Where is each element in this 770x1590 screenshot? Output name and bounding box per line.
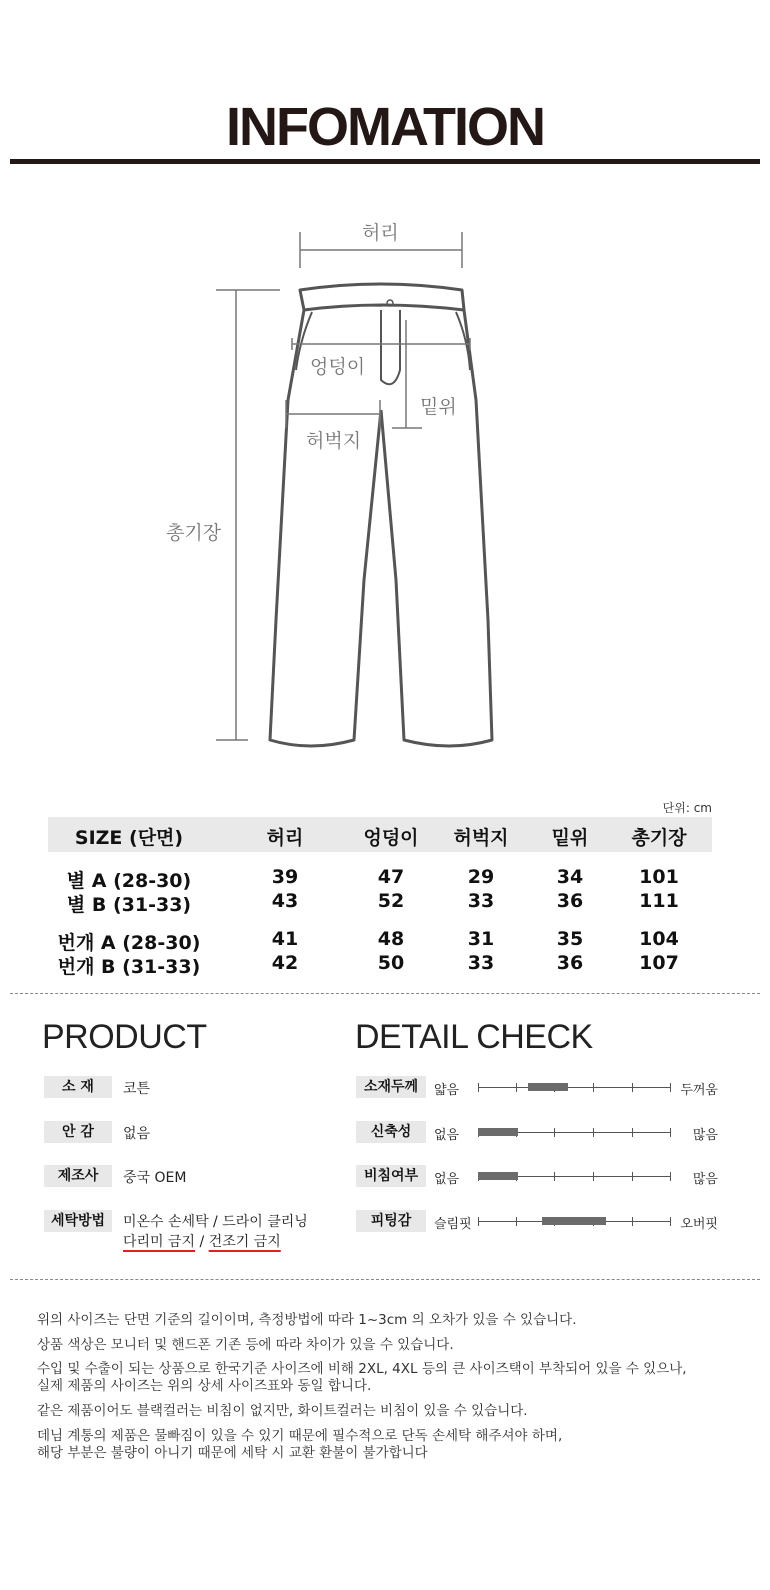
detail-label: 신축성: [356, 1121, 426, 1143]
detail-scale-tick: [593, 1172, 594, 1181]
row-thigh: 29: [467, 866, 495, 888]
row-hip: 48: [377, 928, 405, 950]
detail-label: 소재두께: [356, 1076, 426, 1098]
detail-scale-tick: [632, 1128, 633, 1137]
note-line: 상품 색상은 모니터 및 핸드폰 기존 등에 따라 차이가 있을 수 있습니다.: [37, 1337, 454, 1353]
header-length: 총기장: [631, 827, 687, 849]
product-label-washing: 세탁방법: [44, 1210, 112, 1232]
product-label-material: 소 재: [44, 1076, 112, 1098]
note-line: 수입 및 수출이 되는 상품으로 한국기준 사이즈에 비해 2XL, 4XL 등의 큰 사이즈택이 부착되어 있을 수 있으나,: [37, 1361, 687, 1377]
row-length: 111: [639, 890, 679, 912]
detail-scale-tick: [593, 1083, 594, 1092]
note-line: 데님 계통의 제품은 물빠짐이 있을 수 있기 때문에 필수적으로 단독 손세탁 해주셔야 하며,: [37, 1428, 563, 1444]
pants-measurement-diagram: [0, 180, 770, 780]
note-line: 위의 사이즈는 단면 기준의 길이이며, 측정방법에 따라 1~3cm 의 오차가 있을 수 있습니다.: [37, 1312, 577, 1328]
detail-scale-tick: [554, 1172, 555, 1181]
detail-scale-tick: [478, 1217, 479, 1226]
row-size: 번개 A (28-30): [57, 932, 201, 954]
detail-label: 피팅감: [356, 1210, 426, 1232]
title-divider: [10, 159, 760, 164]
row-hip: 50: [377, 952, 405, 974]
unit-label: 단위: cm: [662, 801, 712, 815]
detail-scale-left: 없음: [434, 1172, 460, 1187]
detail-scale-tick: [670, 1083, 671, 1092]
product-value-washing: 미온수 손세탁 / 드라이 클리닝: [123, 1214, 308, 1230]
product-value-material: 코튼: [123, 1081, 151, 1097]
detail-label: 비침여부: [356, 1165, 426, 1187]
product-label-lining: 안 감: [44, 1121, 112, 1143]
product-title: PRODUCT: [42, 1018, 207, 1056]
pants-illustration: [0, 180, 770, 780]
detail-scale-tick: [632, 1083, 633, 1092]
warning-separator: /: [195, 1234, 209, 1250]
detail-scale-marker: [478, 1172, 518, 1180]
section-divider: [10, 993, 760, 994]
detail-scale-right: 많음: [692, 1172, 718, 1187]
header-rise: 밑위: [551, 827, 589, 849]
row-hip: 47: [377, 866, 405, 888]
detail-scale-marker: [542, 1217, 606, 1225]
header-thigh: 허벅지: [453, 827, 509, 849]
hip-label: 엉덩이: [310, 356, 366, 378]
row-size: 별 A (28-30): [66, 870, 192, 892]
detail-scale-tick: [516, 1083, 517, 1092]
detail-title: DETAIL CHECK: [355, 1018, 593, 1056]
detail-scale-left: 슬림핏: [434, 1217, 472, 1232]
row-rise: 35: [556, 928, 584, 950]
row-thigh: 33: [467, 890, 495, 912]
detail-scale-tick: [554, 1128, 555, 1137]
row-rise: 36: [556, 952, 584, 974]
detail-scale-left: 없음: [434, 1128, 460, 1143]
row-size: 별 B (31-33): [66, 894, 192, 916]
row-hip: 52: [377, 890, 405, 912]
note-line: 실제 제품의 사이즈는 위의 상세 사이즈표와 동일 합니다.: [37, 1378, 372, 1394]
detail-scale-track: [478, 1087, 670, 1088]
washing-warnings: [123, 1231, 281, 1251]
no-dryer-warning: 건조기 금지: [208, 1234, 281, 1250]
detail-scale-left: 얇음: [434, 1083, 460, 1098]
row-length: 101: [639, 866, 679, 888]
detail-scale-tick: [670, 1172, 671, 1181]
row-thigh: 31: [467, 928, 495, 950]
rise-label: 밑위: [420, 396, 457, 418]
row-waist: 41: [271, 928, 299, 950]
detail-scale-tick: [632, 1217, 633, 1226]
row-rise: 36: [556, 890, 584, 912]
detail-scale-marker: [478, 1128, 518, 1136]
detail-scale-tick: [593, 1128, 594, 1137]
detail-scale-marker: [528, 1083, 568, 1091]
detail-scale-right: 오버핏: [680, 1217, 718, 1232]
thigh-label: 허벅지: [306, 430, 362, 452]
detail-scale-right: 많음: [692, 1128, 718, 1143]
product-label-maker: 제조사: [44, 1165, 112, 1187]
product-value-lining: 없음: [123, 1126, 151, 1142]
detail-scale-tick: [670, 1128, 671, 1137]
header-hip: 엉덩이: [363, 827, 419, 849]
detail-scale-tick: [670, 1217, 671, 1226]
detail-scale-tick: [478, 1083, 479, 1092]
header-size: SIZE (단면): [74, 827, 184, 849]
row-waist: 43: [271, 890, 299, 912]
row-length: 104: [639, 928, 679, 950]
waist-label: 허리: [362, 222, 399, 244]
length-label: 총기장: [166, 522, 222, 544]
section-divider: [10, 1279, 760, 1280]
no-iron-warning: 다리미 금지: [123, 1234, 196, 1250]
note-line: 해당 부분은 불량이 아니기 때문에 세탁 시 교환 환불이 불가합니다: [37, 1445, 428, 1461]
row-length: 107: [639, 952, 679, 974]
product-value-maker: 중국 OEM: [123, 1170, 187, 1186]
row-thigh: 33: [467, 952, 495, 974]
detail-scale-tick: [632, 1172, 633, 1181]
row-waist: 39: [271, 866, 299, 888]
detail-scale-tick: [516, 1217, 517, 1226]
page-title: INFOMATION: [226, 97, 544, 157]
row-size: 번개 B (31-33): [57, 956, 201, 978]
header-waist: 허리: [266, 827, 304, 849]
note-line: 같은 제품이어도 블랙컬러는 비침이 없지만, 화이트컬러는 비침이 있을 수 있습니다.: [37, 1403, 528, 1419]
detail-scale-right: 두꺼움: [680, 1083, 718, 1098]
row-waist: 42: [271, 952, 299, 974]
row-rise: 34: [556, 866, 584, 888]
